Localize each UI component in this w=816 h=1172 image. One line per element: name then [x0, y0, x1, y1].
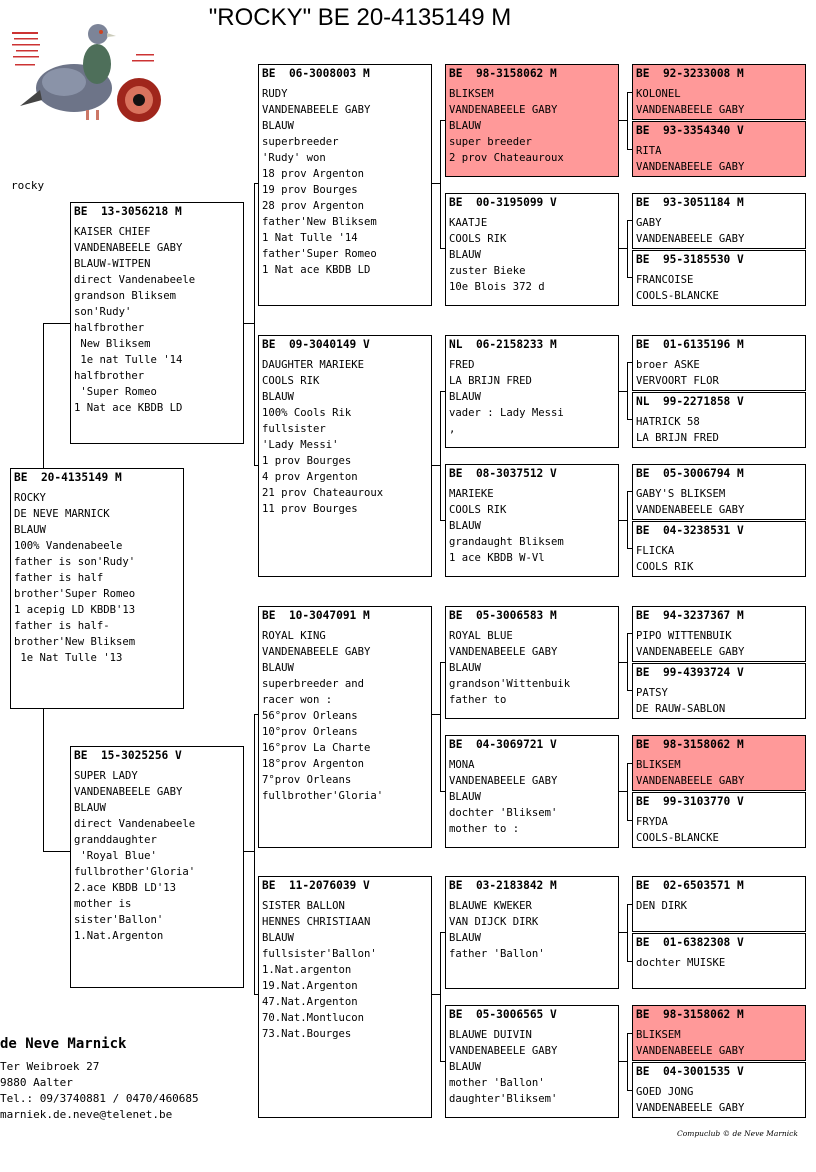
pigeon-info-line: BLAUW — [262, 932, 294, 944]
ring-number: BE 94-3237367 M — [636, 609, 744, 622]
ring-number: BE 04-3069721 V — [449, 738, 557, 751]
connector-line — [618, 662, 627, 663]
pigeon-info-line: 1.Nat.argenton — [262, 964, 352, 976]
pigeon-info-line: 10°prov Orleans — [262, 726, 358, 738]
pigeon-info-line: direct Vandenabeele — [74, 274, 196, 286]
pigeon-info-line: BLAUW — [449, 391, 481, 403]
connector-line — [431, 465, 440, 466]
pigeon-info-line: father 'Ballon' — [449, 948, 545, 960]
pigeon-info-line: 4 prov Argenton — [262, 471, 358, 483]
pigeon-info-line: BLAUW — [449, 662, 481, 674]
pigeon-info-line: VANDENABEELE GABY — [74, 786, 183, 798]
pigeon-info-line: PATSY — [636, 687, 668, 699]
pigeon-card-ggg10 — [632, 663, 806, 719]
connector-line — [618, 520, 627, 521]
pigeon-info-line: VANDENABEELE GABY — [636, 161, 745, 173]
connector-line — [627, 904, 628, 961]
pigeon-card-ggg13 — [632, 876, 806, 932]
connector-line — [43, 709, 44, 851]
connector-line — [627, 92, 628, 149]
connector-line — [627, 220, 628, 277]
pigeon-info-line: 1e Nat Tulle '13 — [14, 652, 123, 664]
pigeon-info-line: BLIKSEM — [636, 1029, 681, 1041]
ring-number: BE 20-4135149 M — [14, 471, 122, 484]
pigeon-info-line: VANDENABEELE GABY — [449, 1045, 558, 1057]
pigeon-card-ggg4 — [632, 250, 806, 306]
pigeon-info-line: 1 ace KBDB W-Vl — [449, 552, 545, 564]
pigeon-info-line: BLAUW — [262, 662, 294, 674]
connector-line — [618, 120, 627, 121]
pigeon-info-line: vader : Lady Messi — [449, 407, 564, 419]
connector-line — [431, 994, 440, 995]
owner-name: de Neve Marnick — [0, 1036, 127, 1052]
pigeon-info-line: grandson'Wittenbuik — [449, 678, 571, 690]
pigeon-info-line: father'Super Romeo — [262, 248, 377, 260]
owner-address: Ter Weibroek 27 — [0, 1060, 100, 1073]
ring-number: NL 06-2158233 M — [449, 338, 557, 351]
pigeon-info-line: BLAUW — [262, 120, 294, 132]
ring-number: BE 99-3103770 V — [636, 795, 744, 808]
pigeon-info-line: ROYAL BLUE — [449, 630, 513, 642]
pigeon-info-line: grandaught Bliksem — [449, 536, 564, 548]
pigeon-info-line: VANDENABEELE GABY — [262, 646, 371, 658]
pigeon-info-line: 11 prov Bourges — [262, 503, 358, 515]
ring-number: BE 98-3158062 M — [449, 67, 557, 80]
pigeon-info-line: 21 prov Chateauroux — [262, 487, 384, 499]
pigeon-card-ggg7 — [632, 464, 806, 520]
ring-number: BE 00-3195099 V — [449, 196, 557, 209]
ring-number: BE 04-3238531 V — [636, 524, 744, 537]
ring-number: BE 06-3008003 M — [262, 67, 370, 80]
pigeon-info-line: MONA — [449, 759, 475, 771]
pigeon-photo — [12, 14, 162, 132]
ring-number: BE 98-3158062 M — [636, 738, 744, 751]
pigeon-info-line: 'Rudy' won — [262, 152, 326, 164]
pigeon-card-ggg14 — [632, 933, 806, 989]
photo-label-right — [132, 54, 154, 62]
pigeon-info-line: BLIKSEM — [636, 759, 681, 771]
pigeon-info-line: 18°prov Argenton — [262, 758, 365, 770]
connector-line — [627, 1033, 628, 1090]
connector-line — [43, 851, 71, 852]
connector-line — [440, 662, 441, 791]
ring-number: BE 93-3051184 M — [636, 196, 744, 209]
pigeon-info-line: COOLS-BLANCKE — [636, 832, 719, 844]
pigeon-card-sire-dam — [258, 335, 432, 577]
ring-number: BE 99-4393724 V — [636, 666, 744, 679]
ring-number: BE 09-3040149 V — [262, 338, 370, 351]
connector-line — [440, 120, 441, 248]
pigeon-info-line: DEN DIRK — [636, 900, 688, 912]
pigeon-info-line: COOLS RIK — [262, 375, 320, 387]
pigeon-info-line: 1 prov Bourges — [262, 455, 352, 467]
pigeon-card-ggg5 — [632, 335, 806, 391]
pigeon-info-line: fullbrother'Gloria' — [262, 790, 384, 802]
pigeon-info-line: FLICKA — [636, 545, 675, 557]
pigeon-info-line: halfbrother — [74, 370, 145, 382]
pigeon-info-line: broer ASKE — [636, 359, 700, 371]
pigeon-card-gg3 — [445, 335, 619, 448]
ring-number: BE 01-6382308 V — [636, 936, 744, 949]
pigeon-card-dam-sire — [258, 606, 432, 848]
pigeon-info-line: 47.Nat.Argenton — [262, 996, 358, 1008]
pigeon-card-gg2 — [445, 193, 619, 306]
connector-line — [627, 763, 628, 820]
pigeon-card-gg4 — [445, 464, 619, 577]
pigeon-info-line: KAISER CHIEF — [74, 226, 151, 238]
pigeon-card-sire — [70, 202, 244, 444]
footer-credit: Compuclub © de Neve Marnick — [677, 1129, 798, 1138]
pigeon-info-line: super breeder — [449, 136, 532, 148]
pigeon-info-line: VANDENABEELE GABY — [636, 504, 745, 516]
pigeon-info-line: VANDENABEELE GABY — [636, 233, 745, 245]
pigeon-info-line: 2 prov Chateauroux — [449, 152, 564, 164]
pigeon-info-line: FRANCOISE — [636, 274, 694, 286]
ring-number: BE 01-6135196 M — [636, 338, 744, 351]
pigeon-info-line: fullbrother'Gloria' — [74, 866, 196, 878]
pigeon-info-line: daughter'Bliksem' — [449, 1093, 558, 1105]
pigeon-info-line: 56°prov Orleans — [262, 710, 358, 722]
connector-line — [254, 714, 255, 994]
pigeon-info-line: MARIEKE — [449, 488, 494, 500]
pigeon-card-ggg16 — [632, 1062, 806, 1118]
pigeon-info-line: BLAUW — [74, 802, 106, 814]
pigeon-info-line: brother'New Bliksem — [14, 636, 136, 648]
pigeon-info-line: VANDENABEELE GABY — [636, 775, 745, 787]
connector-line — [618, 791, 627, 792]
pigeon-info-line: 16°prov La Charte — [262, 742, 371, 754]
pigeon-info-line: 10e Blois 372 d — [449, 281, 545, 293]
pigeon-card-ggg15 — [632, 1005, 806, 1061]
ring-number: BE 05-3006794 M — [636, 467, 744, 480]
connector-line — [627, 362, 628, 419]
pigeon-info-line: RUDY — [262, 88, 288, 100]
pigeon-info-line: superbreeder and — [262, 678, 365, 690]
pigeon-info-line: BLAUW — [449, 520, 481, 532]
ring-number: BE 11-2076039 V — [262, 879, 370, 892]
connector-line — [43, 323, 44, 468]
pigeon-info-line: 1 acepig LD KBDB'13 — [14, 604, 136, 616]
pigeon-card-ggg11 — [632, 735, 806, 791]
pigeon-info-line: 1 Nat ace KBDB LD — [262, 264, 371, 276]
owner-city: 9880 Aalter — [0, 1076, 73, 1089]
pigeon-info-line: mother 'Ballon' — [449, 1077, 545, 1089]
connector-line — [618, 391, 627, 392]
ring-number: BE 05-3006583 M — [449, 609, 557, 622]
connector-line — [254, 183, 255, 465]
pigeon-info-line: 2.ace KBDB LD'13 — [74, 882, 177, 894]
pigeon-info-line: 73.Nat.Bourges — [262, 1028, 352, 1040]
pigeon-info-line: New Bliksem — [74, 338, 151, 350]
pigeon-card-gg6 — [445, 735, 619, 848]
pigeon-info-line: BLAUW — [449, 932, 481, 944]
pigeon-info-line: 18 prov Argenton — [262, 168, 365, 180]
pigeon-info-line: sister'Ballon' — [74, 914, 164, 926]
pigeon-info-line: son'Rudy' — [74, 306, 132, 318]
pigeon-info-line: VANDENABEELE GABY — [636, 104, 745, 116]
ring-number: BE 95-3185530 V — [636, 253, 744, 266]
pigeon-info-line: DE NEVE MARNICK — [14, 508, 110, 520]
pigeon-card-gg8 — [445, 1005, 619, 1118]
pigeon-info-line: VANDENABEELE GABY — [74, 242, 183, 254]
pigeon-info-line: VANDENABEELE GABY — [449, 104, 558, 116]
ring-number: BE 10-3047091 M — [262, 609, 370, 622]
pigeon-info-line: father is son'Rudy' — [14, 556, 136, 568]
pigeon-info-line: VERVOORT FLOR — [636, 375, 719, 387]
pigeon-info-line: GABY — [636, 217, 662, 229]
pigeon-info-line: HENNES CHRISTIAAN — [262, 916, 371, 928]
photo-label-left — [12, 32, 40, 66]
pigeon-info-line: halfbrother — [74, 322, 145, 334]
pigeon-info-line: HATRICK 58 — [636, 416, 700, 428]
pigeon-info-line: GOED JONG — [636, 1086, 694, 1098]
connector-line — [243, 851, 254, 852]
pigeon-info-line: 100% Cools Rik — [262, 407, 352, 419]
pigeon-info-line: VAN DIJCK DIRK — [449, 916, 539, 928]
pigeon-info-line: 1e nat Tulle '14 — [74, 354, 183, 366]
pigeon-info-line: BLAUW — [14, 524, 46, 536]
pigeon-info-line: BLAUW — [449, 249, 481, 261]
owner-email[interactable]: marniek.de.neve@telenet.be — [0, 1108, 173, 1121]
connector-line — [618, 1061, 627, 1062]
pigeon-info-line: direct Vandenabeele — [74, 818, 196, 830]
pigeon-card-ggg12 — [632, 792, 806, 848]
pigeon-info-line: BLAUWE DUIVIN — [449, 1029, 532, 1041]
pigeon-info-line: , — [449, 423, 456, 435]
connector-line — [431, 183, 440, 184]
pigeon-info-line: 'Super Romeo — [74, 386, 157, 398]
pigeon-info-line: father is half — [14, 572, 104, 584]
pigeon-card-ggg6 — [632, 392, 806, 448]
pigeon-card-sire-sire — [258, 64, 432, 306]
pigeon-info-line: DAUGHTER MARIEKE — [262, 359, 365, 371]
pigeon-info-line: 7°prov Orleans — [262, 774, 352, 786]
owner-phone: Tel.: 09/3740881 / 0470/460685 — [0, 1092, 199, 1105]
pigeon-info-line: father is half- — [14, 620, 110, 632]
connector-line — [627, 491, 628, 548]
pigeon-info-line: KAATJE — [449, 217, 488, 229]
pigeon-card-subject — [10, 468, 184, 709]
pigeon-info-line: SISTER BALLON — [262, 900, 345, 912]
pigeon-info-line: dochter MUISKE — [636, 957, 726, 969]
pigeon-info-line: ROCKY — [14, 492, 46, 504]
pigeon-info-line: 100% Vandenabeele — [14, 540, 123, 552]
pigeon-info-line: VANDENABEELE GABY — [262, 104, 371, 116]
pigeon-info-line: brother'Super Romeo — [14, 588, 136, 600]
pigeon-card-dam-dam — [258, 876, 432, 1118]
pigeon-info-line: grandson Bliksem — [74, 290, 177, 302]
pigeon-card-ggg3 — [632, 193, 806, 249]
pigeon-card-gg1 — [445, 64, 619, 177]
pigeon-info-line: 70.Nat.Montlucon — [262, 1012, 365, 1024]
pigeon-info-line: BLAUW — [449, 1061, 481, 1073]
ring-number: BE 92-3233008 M — [636, 67, 744, 80]
connector-line — [618, 932, 627, 933]
pigeon-info-line: VANDENABEELE GABY — [636, 1045, 745, 1057]
pigeon-card-ggg2 — [632, 121, 806, 177]
pigeon-card-dam — [70, 746, 244, 988]
ring-number: BE 03-2183842 M — [449, 879, 557, 892]
ring-number: BE 15-3025256 V — [74, 749, 182, 762]
pigeon-info-line: 28 prov Argenton — [262, 200, 365, 212]
pigeon-info-line: GABY'S BLIKSEM — [636, 488, 726, 500]
pigeon-info-line: COOLS-BLANCKE — [636, 290, 719, 302]
pigeon-info-line: BLIKSEM — [449, 88, 494, 100]
pedigree-title: "ROCKY" BE 20-4135149 M — [208, 4, 512, 31]
pigeon-info-line: mother is — [74, 898, 132, 910]
connector-line — [243, 323, 254, 324]
connector-line — [627, 633, 628, 690]
pigeon-info-line: BLAUWE KWEKER — [449, 900, 532, 912]
pigeon-info-line: zuster Bieke — [449, 265, 526, 277]
ring-number: BE 04-3001535 V — [636, 1065, 744, 1078]
pigeon-info-line: COOLS RIK — [449, 504, 507, 516]
pigeon-info-line: PIPO WITTENBUIK — [636, 630, 732, 642]
pigeon-info-line: 19.Nat.Argenton — [262, 980, 358, 992]
pigeon-card-ggg9 — [632, 606, 806, 662]
pigeon-card-ggg1 — [632, 64, 806, 120]
pigeon-info-line: COOLS RIK — [449, 233, 507, 245]
pigeon-card-gg7 — [445, 876, 619, 989]
pigeon-info-line: VANDENABEELE GABY — [449, 646, 558, 658]
pigeon-info-line: 'Lady Messi' — [262, 439, 339, 451]
ring-number: BE 93-3354340 V — [636, 124, 744, 137]
ring-number: BE 13-3056218 M — [74, 205, 182, 218]
pigeon-info-line: BLAUW — [262, 391, 294, 403]
pigeon-info-line: VANDENABEELE GABY — [636, 646, 745, 658]
pigeon-info-line: 19 prov Bourges — [262, 184, 358, 196]
pigeon-info-line: racer won : — [262, 694, 333, 706]
pigeon-info-line: SUPER LADY — [74, 770, 138, 782]
pigeon-info-line: granddaughter — [74, 834, 157, 846]
ring-number: BE 08-3037512 V — [449, 467, 557, 480]
pigeon-info-line: FRED — [449, 359, 475, 371]
pigeon-info-line: mother to : — [449, 823, 520, 835]
pigeon-info-line: 1 Nat ace KBDB LD — [74, 402, 183, 414]
pigeon-info-line: VANDENABEELE GABY — [449, 775, 558, 787]
pigeon-info-line: fullsister'Ballon' — [262, 948, 377, 960]
pigeon-info-line: fullsister — [262, 423, 326, 435]
pigeon-info-line: superbreeder — [262, 136, 339, 148]
pigeon-info-line: RITA — [636, 145, 662, 157]
pigeon-info-line: father'New Bliksem — [262, 216, 377, 228]
ring-number: BE 05-3006565 V — [449, 1008, 557, 1021]
pigeon-card-gg5 — [445, 606, 619, 719]
pigeon-info-line: LA BRIJN FRED — [449, 375, 532, 387]
ring-number: BE 98-3158062 M — [636, 1008, 744, 1021]
ring-number: BE 02-6503571 M — [636, 879, 744, 892]
pigeon-info-line: VANDENABEELE GABY — [636, 1102, 745, 1114]
ring-number: NL 99-2271858 V — [636, 395, 744, 408]
pigeon-card-ggg8 — [632, 521, 806, 577]
pigeon-info-line: BLAUW — [449, 120, 481, 132]
pigeon-info-line: FRYDA — [636, 816, 668, 828]
connector-line — [618, 248, 627, 249]
pigeon-info-line: dochter 'Bliksem' — [449, 807, 558, 819]
pigeon-info-line: KOLONEL — [636, 88, 681, 100]
pigeon-info-line: 1 Nat Tulle '14 — [262, 232, 358, 244]
pigeon-info-line: DE RAUW-SABLON — [636, 703, 726, 715]
connector-line — [440, 391, 441, 520]
pigeon-info-line: COOLS RIK — [636, 561, 694, 573]
pigeon-info-line: BLAUW-WITPEN — [74, 258, 151, 270]
pigeon-info-line: ROYAL KING — [262, 630, 326, 642]
connector-line — [43, 323, 71, 324]
pigeon-info-line: 1.Nat.Argenton — [74, 930, 164, 942]
pigeon-info-line: father to — [449, 694, 507, 706]
connector-line — [440, 932, 441, 1061]
pigeon-info-line: BLAUW — [449, 791, 481, 803]
connector-line — [431, 714, 440, 715]
pigeon-info-line: LA BRIJN FRED — [636, 432, 719, 444]
rocky-label: rocky — [11, 179, 45, 192]
pigeon-info-line: 'Royal Blue' — [74, 850, 157, 862]
